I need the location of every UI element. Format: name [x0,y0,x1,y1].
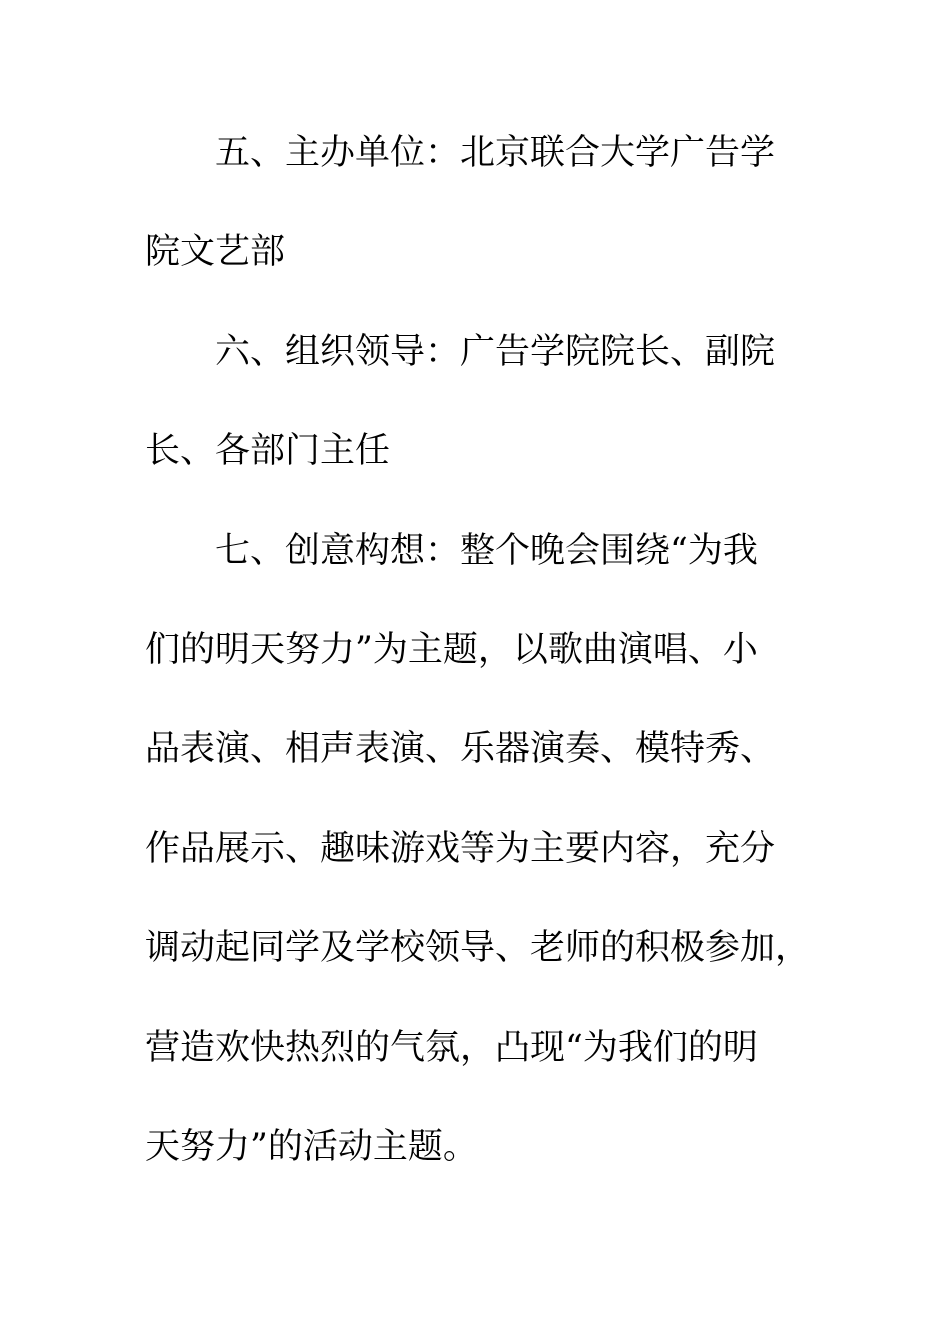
paragraph-line: 院文艺部 [145,232,286,273]
paragraph-creative-concept [145,502,811,1198]
document-body [145,104,811,1197]
paragraph-line: 们的明天努力”为主题，以歌曲演唱、小 [145,629,758,670]
paragraph-line: 长、各部门主任 [145,431,391,472]
paragraph-line: 五、主办单位：北京联合大学广告学 [215,133,776,173]
paragraph-line: 调动起同学及学校领导、老师的积极参加， [145,928,811,969]
paragraph-line: 作品展示、趣味游戏等为主要内容，充分 [145,828,776,869]
paragraph-organizer [145,104,805,303]
paragraph-leadership [145,303,805,502]
paragraph-line: 天努力”的活动主题。 [145,1126,478,1167]
paragraph-line: 品表演、相声表演、乐器演奏、模特秀、 [145,729,776,770]
paragraph-line: 七、创意构想：整个晚会围绕“为我 [215,530,758,571]
paragraph-line: 营造欢快热烈的气氛，凸现“为我们的明 [145,1027,758,1068]
paragraph-line: 六、组织领导：广告学院院长、副院 [215,331,776,372]
